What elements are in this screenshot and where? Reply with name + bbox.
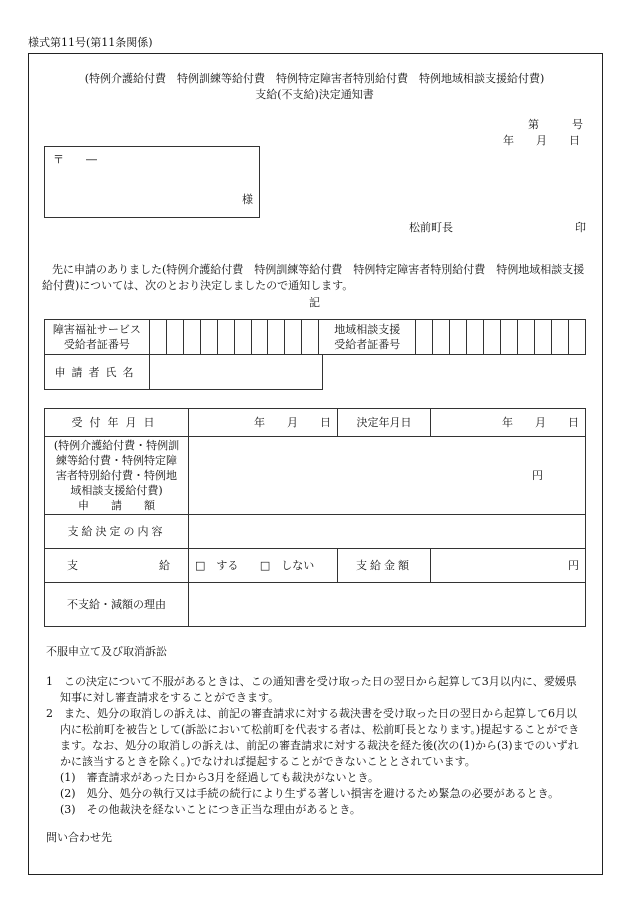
address-box[interactable] [44,146,260,218]
consult-id-label: 地域相談支援 受給者証番号 [319,320,416,355]
note-item-1: 1 この決定について不服があるときは、この通知書を受け取った日の翌日から起算して3月以内に、愛媛県知事に対し審査請求をすることができます。 [46,675,577,704]
digit-cell[interactable] [433,320,450,355]
digit-cell[interactable] [217,320,234,355]
digit-cell[interactable] [500,320,517,355]
amount-label: (特例介護給付費・特例訓練等給付費・特例特定障害者特別給付費・特例地域相談支援給付費) [53,439,180,497]
receipt-date-field[interactable]: 年 月 日 [189,409,338,437]
digit-cell[interactable] [483,320,500,355]
intro-text: 先に申請のありました(特例介護給付費 特例訓練等給付費 特例特定障害者特別給付費 特例地域相談支援給付費)については、次のとおり決定しましたので通知します。 [42,263,585,292]
note-subitem-1: (1) 審査請求があった日から3月を経過しても裁決がないとき。 [60,771,380,784]
digit-cell[interactable] [149,320,166,355]
option-no[interactable]: □ しない [259,559,315,572]
content-field[interactable] [189,515,586,549]
pay-amount-label: 支給金額 [338,549,431,583]
option-yes[interactable]: □ する [195,559,239,572]
digit-cell[interactable] [183,320,200,355]
decision-date-field[interactable]: 年 月 日 [431,409,586,437]
payment-label-1: 支 [67,559,78,572]
service-id-label: 障害福祉サービス 受給者証番号 [45,320,150,355]
payment-options [189,549,338,583]
id-number-table [44,319,586,355]
payment-label [45,549,189,583]
digit-cell[interactable] [302,320,319,355]
notes-section [46,644,586,846]
title-line1: (特例介護給付費 特例訓練等給付費 特例特定障害者特別給付費 特例地域相談支援給付費) [84,72,545,85]
form-id: 様式第11号(第11条関係) [28,36,153,49]
requested-amount-field[interactable]: 円 [189,437,586,515]
content-label: 支給決定の内容 [45,515,189,549]
document-number: 第 号 [528,118,583,131]
digit-cell[interactable] [251,320,268,355]
decision-date-label: 決定年月日 [338,409,431,437]
reason-label: 不支給・減額の理由 [45,583,189,627]
digit-cell[interactable] [467,320,484,355]
amount-label-cell [45,437,189,515]
note-subitem-2: (2) 処分、処分の執行又は手続の続行により生ずる著しい損害を避けるため緊急の必要があるとき。 [60,787,560,800]
main-table [44,408,586,627]
seal-mark: 印 [575,221,586,234]
digit-cell[interactable] [268,320,285,355]
digit-cell[interactable] [416,320,433,355]
digit-cell[interactable] [517,320,534,355]
digit-cell[interactable] [551,320,568,355]
notes-heading: 不服申立て及び取消訴訟 [46,645,167,658]
payment-label-2: 給 [159,559,170,572]
digit-cell[interactable] [450,320,467,355]
ki-mark: 記 [309,296,320,309]
document-date: 年 月 日 [503,134,580,147]
applicant-label: 申請者氏名 [45,355,150,390]
digit-cell[interactable] [234,320,251,355]
digit-cell[interactable] [534,320,551,355]
digit-cell[interactable] [568,320,585,355]
digit-cell[interactable] [285,320,302,355]
note-subitem-3: (3) その他裁決を経ないことにつき正当な理由があるとき。 [60,803,361,816]
applicant-table [44,354,323,390]
receipt-date-label: 受付年月日 [45,409,189,437]
applicant-name-field[interactable] [150,355,323,390]
amount-sublabel: 申 請 額 [78,499,155,512]
title-line2: 支給(不支給)決定通知書 [255,88,374,101]
contact-label: 問い合わせ先 [46,831,112,844]
pay-amount-field[interactable]: 円 [431,549,586,583]
digit-cell[interactable] [200,320,217,355]
issuer-name: 松前町長 [409,221,453,234]
note-item-2: 2 また、処分の取消しの訴えは、前記の審査請求に対する裁決書を受け取った日の翌日から起算して6月以内に松前町を被告として(訴訟において松前町を代表する者は、松前町長となります。)提起することができます。なお、処分の取消しの訴えは、前記の審査請求に対する裁決を経た後(次の(1)から(3)までのいずれかに該当するときを除く。)でなければ提起することができないこととされています。 [46,707,580,768]
reason-field[interactable] [189,583,586,627]
honorific: 様 [242,193,253,206]
digit-cell[interactable] [166,320,183,355]
postal-mark: 〒 ― [53,153,97,166]
